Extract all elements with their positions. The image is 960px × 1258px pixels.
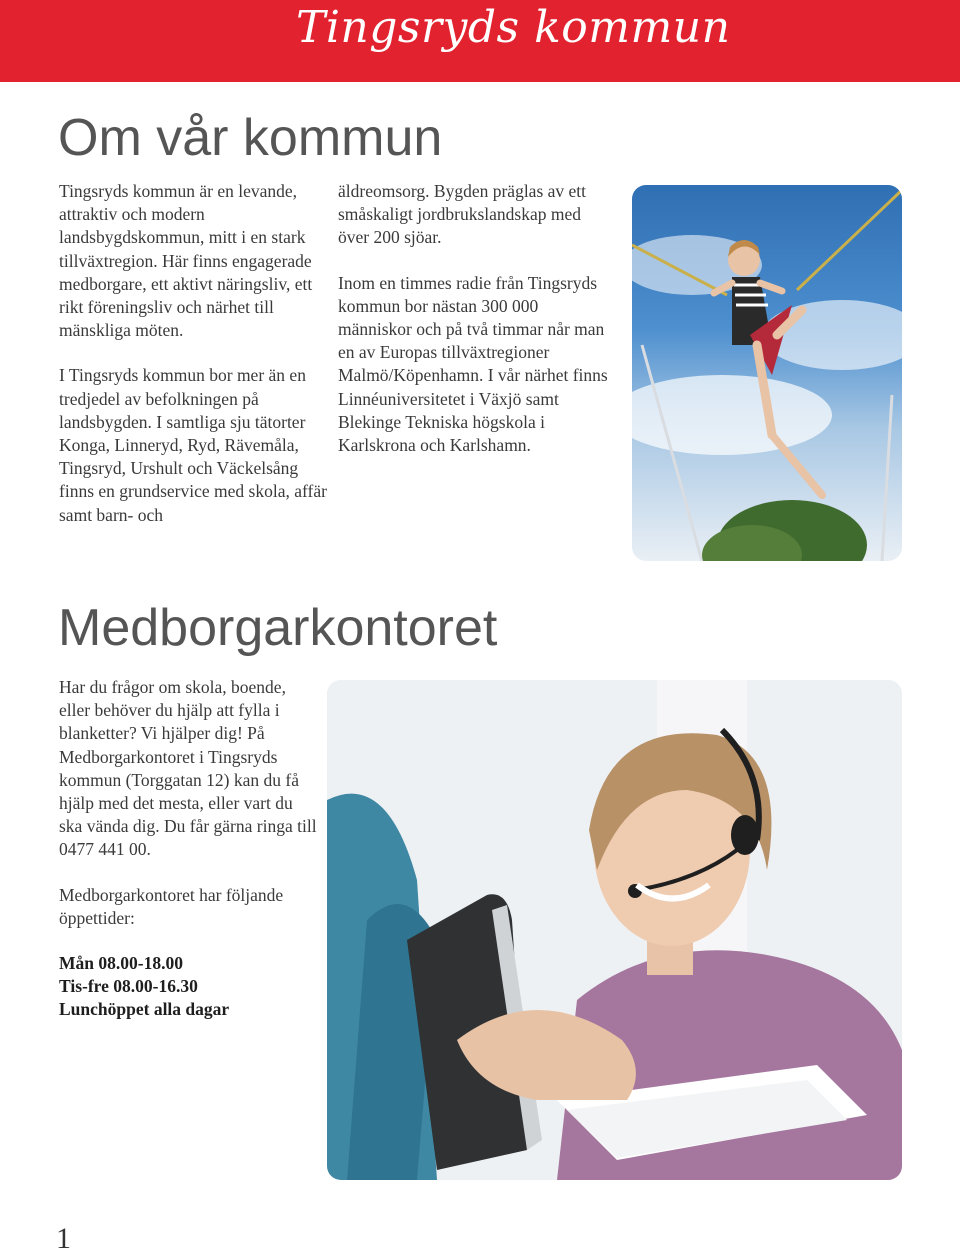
section-title-om-var-kommun: Om vår kommun: [58, 109, 443, 167]
hours-line: Lunchöppet alla dagar: [59, 999, 230, 1020]
column-medborgarkontoret: [59, 676, 319, 1022]
headset-woman-illustration: [327, 680, 902, 1180]
service-desk-photo: [327, 680, 902, 1180]
trampoline-girl-illustration: [632, 185, 902, 561]
column-2: [338, 180, 608, 479]
trampoline-girl-photo: [632, 185, 902, 561]
brand-logo-text: Tingsryds kommun: [296, 2, 731, 53]
column-1: [59, 180, 329, 549]
page-number: 1: [56, 1222, 71, 1255]
paragraph: Har du frågor om skola, boende, eller behöver du hjälp att fylla i blanketter? Vi hjälper dig! På Medborgarkontoret i Tingsryds kommun (Torggatan 12) kan du få hjälp med det mesta, eller vart du ska vända dig. Du får gärna ringa till 0477 441 00.: [59, 677, 317, 860]
hours-line: Tis-fre 08.00-16.30: [59, 976, 198, 997]
hours-line: Mån 08.00-18.00: [59, 953, 183, 974]
opening-hours: [59, 952, 319, 1022]
paragraph: Medborgarkontoret har följande öppettider:: [59, 884, 284, 928]
header-bar: [0, 0, 960, 82]
paragraph: I Tingsryds kommun bor mer än en tredjedel av befolkningen på landsbygden. I samtliga sju tätorter Konga, Linneryd, Ryd, Rävemåla, Tingsryd, Urshult och Väckelsång finns en grundservice med skola, affär samt barn- och: [59, 365, 327, 525]
paragraph: Tingsryds kommun är en levande, attraktiv och modern landsbygdskommun, mitt i en stark tillväxtregion. Här finns engagerade medborgare, ett aktivt näringsliv, ett rikt föreningsliv och närhet till mänskliga möten.: [59, 181, 313, 341]
paragraph: Inom en timmes radie från Tingsryds kommun bor nästan 300 000 människor och på två timmar når man en av Europas tillväxtregioner Malmö/Köpenhamn. I vår närhet finns Linnéuniversitetet i Växjö samt Blekinge Tekniska högskola i Karlskrona och Karlshamn.: [338, 272, 608, 456]
paragraph: äldreomsorg. Bygden präglas av ett småskaligt jordbrukslandskap med över 200 sjöar.: [338, 181, 587, 248]
section-title-medborgarkontoret: Medborgarkontoret: [58, 599, 498, 657]
